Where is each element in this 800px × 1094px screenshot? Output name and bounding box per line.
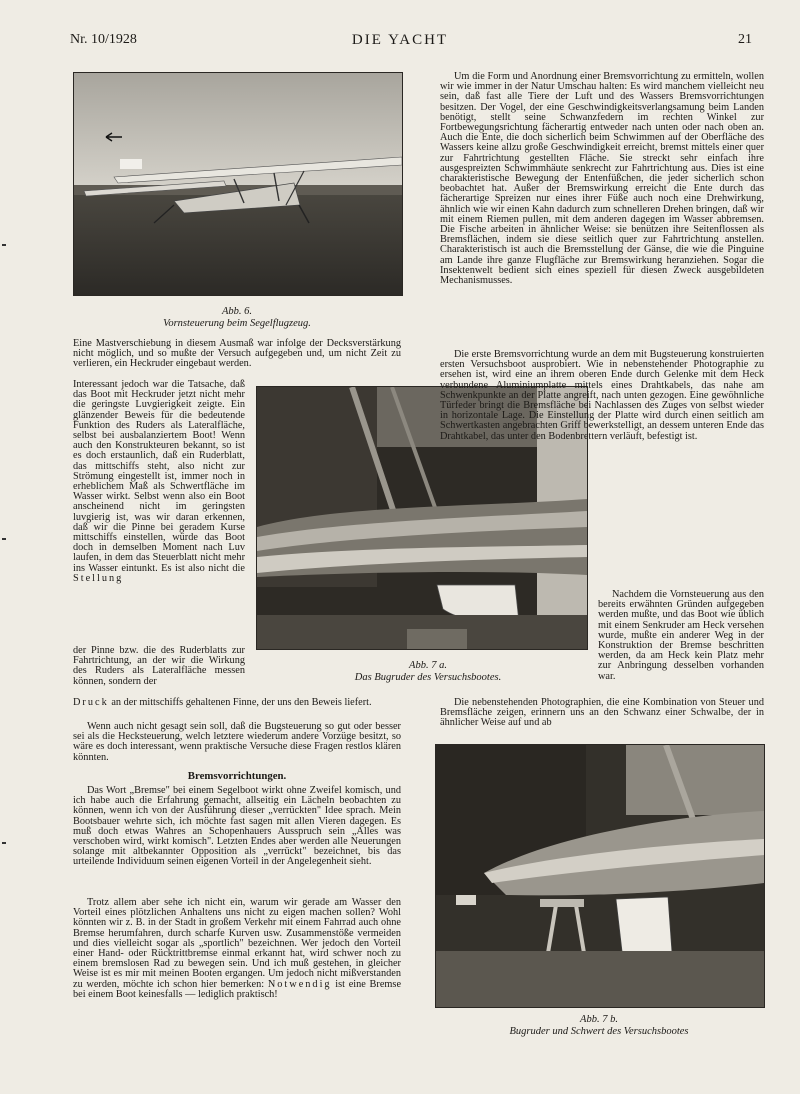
left-p5-text: Trotz allem aber sehe ich nicht ein, warum wir gerade am Wasser den Vorteil eines plötzlichen Anhaltens uns nicht zu eigen machen sollen? Wohl könnten wir z. B. in der Stadt in großem Verkehr mit einem Fahrrad auch ohne Bremse herumfahren, durch scharfe Kurven usw. Zusammenstöße vermeiden und dies vielleicht sogar als „sportlich" bezeichnen. Wer jedoch den Vorteil einer Hand- oder Rücktrittbremse einmal erkannt hat, wird schwer noch zu einem bremslosen Rad zu bewegen sein. Und ich muß gestehen, in gleicher Weise ist es mir mit meinen Booten ergangen. Um jedoch nicht mißverstanden zu werden, möchte ich schon hier bemerken: (73, 897, 401, 990)
right-p4-text: Die nebenstehenden Photographien, die eine Kombination von Steuer und Bremsfläche zeigen, erinnern uns an den Schwanz einer Schwalbe, der in ähnlicher Weise auf und ab (440, 697, 764, 729)
photo-rudder-centerboard (435, 744, 765, 1008)
rudder-centerboard-image (436, 745, 764, 1007)
right-p1-text: Um die Form und Anordnung einer Bremsvorrichtung zu ermitteln, wollen wir wie immer in der Natur Umschau halten: Es wird manchem vielleicht neu sein, daß fast alle Tiere der Luft und des Wassers Bremsvorrichtungen besitzen. Der Vogel, der eine Geschwindigkeitsverlangsamung beim Landen benötigt, stellt seine Schwanzfedern im rechten Winkel zur Fortbewegungsrichtung fächerartig entweder nach unten oder nach oben an. Auch die Ente, die doch sicherlich beim Schwimmen auf der Oberfläche des Wassers keine allzu große Geschwindigkeit erreicht, bremst mittels einer quer zur Fahrtrichtung gestellten Fläche. Sie streckt sehr einfach ihre ausgespreizten Schwimmhäute senkrecht zur Fahrtrichtung aus. Dies ist eine charakteristische Bewegung der Entenfüßchen, die jeder sicherlich schon beobachtet hat. Außer der Bremswirkung erreicht die Ente durch das fächerartige Spreizen nur eines ihrer Füße auch noch eine Drehwirkung, ähnlich wie wir einen Kahn dadurch zum schnelleren Drehen bringen, daß wir mit einem Riemen pullen, mit dem anderen dagegen im Wasser abbremsen. Die Fische arbeiten in ähnlicher Weise: sie benützen ihre Seitenflossen als Bremsflächen, indem sie diese seitlich quer zur Fahrtrichtung anstellen. Charakteristisch ist auch die Bremsstellung der Gänse, die wie die Pinguine am Lande ihre ganze Flugfläche zur Bremswirkung heranziehen. Sogar die Insektenwelt bedient sich eines speziell für diesen Zweck ausgebildeten Mechanismusses. (440, 71, 764, 287)
left-p2c-text: an der mittschiffs gehaltenen Finne, der uns den Beweis liefert. (111, 697, 372, 708)
left-paragraph-3 (73, 722, 401, 763)
left-paragraph-4 (73, 786, 401, 868)
section-title-brakes: Bremsvorrichtungen. (187, 770, 287, 782)
right-paragraph-3 (598, 590, 764, 682)
fig7a-caption: Das Bugruder des Versuchsbootes. (354, 672, 502, 683)
glider-image (74, 73, 402, 295)
photo-glider (73, 72, 403, 296)
right-p2-text: Die erste Bremsvorrichtung wurde an dem mit Bugsteuerung konstruierten ersten Versuchsboot ausprobiert. Wie in nebenstehender Photographie zu ersehen ist, wird eine an ihrem oberen Ende durch Gelenke mit dem Heck verbundene Aluminiumplatte mittels eines Drahtkabels, das nahe am Schwenkpunkte an der Platte angreift, nach unten gezogen. Eine gewöhnliche Türfeder bringt die Bremsfläche bei Nachlassen des Zuges von selbst wieder in horizontale Lage. Die Einstellung der Platte wird durch einen seitlich am Schwertkasten angebrachten Griff bewerkstelligt, an dessem unteren Ende das Drahtkabel, das unter den Bodenbrettern verläuft, befestigt ist. (440, 349, 764, 442)
right-p3-text: Nachdem die Vornsteuerung aus den bereits erwähnten Gründen aufgegeben werden mußte, und das Boot wie üblich mit einem Senkruder am Heck versehen wurde, mußte ein anderer Weg in der Konstruktion der Bremse beschritten werden, da am Heck kein Platz mehr zur Anbringung desselben vorhanden war. (598, 589, 764, 682)
fig6-label: Abb. 6. (221, 306, 253, 317)
left-p2b-text: der Pinne bzw. die des Ruderblatts zur Fahrtrichtung, an der wir die Wirkung des Ruders als Lateralfläche messen können, sondern der (73, 645, 245, 687)
magazine-title: DIE YACHT (351, 32, 449, 48)
left-p4-text: Das Wort „Bremse" bei einem Segelboot wirkt ohne Zweifel komisch, und ich habe auch die Erfahrung gemacht, allseitig ein Lächeln beobachten zu können, wenn ich von der Ausführung dieser „verrückten" Idee sprach. Mein Bootsbauer wehrte sich, ich möchte fast sagen mit allen Vieren dagegen. Es muß doch etwas Wahres an Schopenhauers Ausspruch sein „Alles was verschoben wird, wirkt komisch". Letzten Endes aber werden alle Neuerungen solange mit altbekannter Opposition als „verrückt" bezeichnet, bis das urteilende Individuum seinen eigenen Vorteil in der Angelegenheit sieht. (73, 785, 401, 868)
left-paragraph-1 (73, 339, 401, 370)
issue-number: Nr. 10/1928 (70, 32, 137, 47)
margin-mark (2, 538, 6, 540)
right-paragraph-2-intro (440, 350, 764, 442)
right-paragraph-4 (440, 698, 764, 729)
fig7b-caption: Bugruder und Schwert des Versuchsbootes (509, 1026, 689, 1037)
fig6-caption: Vornsteuerung beim Segelflugzeug. (163, 318, 311, 329)
fig7b-label: Abb. 7 b. (580, 1014, 618, 1025)
emphasis-notwendig: Notwendig (267, 978, 332, 990)
left-paragraph-2c (73, 698, 401, 708)
left-paragraph-5 (73, 898, 401, 1000)
page-number: 21 (738, 32, 752, 47)
emphasis-stellung: Stellung (73, 572, 124, 584)
emphasis-druck: Druck (73, 697, 109, 708)
right-paragraph-1 (440, 72, 764, 286)
left-p3-text: Wenn auch nicht gesagt sein soll, daß die Bugsteuerung so gut oder besser sei als die Hecksteuerung, welch letztere wiederum andere Vorzüge besitzt, so wäre es doch interessant, wenn praktische Versuche diese Fragen restlos klären könnten. (73, 721, 401, 763)
fig7a-label: Abb. 7 a. (409, 660, 447, 671)
margin-mark (2, 842, 6, 844)
left-paragraph-2b (73, 646, 245, 687)
margin-mark (2, 244, 6, 246)
left-paragraph-2 (73, 380, 245, 584)
left-p2-text: Interessant jedoch war die Tatsache, daß das Boot mit Heckruder jetzt nicht mehr die geringste Luvgierigkeit zeigte. Ein glänzender Beweis für die bedeutende Funktion des Ruders als Lateralfläche, selbst bei ausbalanziertem Boot! Wenn auch den Konstrukteuren bekannt, so ist es doch erstaunlich, daß ein Ruderblatt, das mittschiffs steht, also nicht zur Strömung eingestellt ist, immer noch in erheblichem Maß als Schwertfläche im Wasser wirkt. Selbst wenn also ein Boot anscheinend nicht im geringsten luvgierig ist, was wir daran erkennen, daß wir die Pinne bei geradem Kurse mittschiffs einstellen, würde das Boot doch in demselben Moment nach Luv laufen, in dem das Steuerblatt nicht mehr ins Wasser eintunkt. Es ist also nicht die (73, 379, 245, 574)
left-p5b-text: ist eine Bremse bei einem Boot keinesfalls — lediglich praktisch! (73, 978, 402, 1000)
left-p1-text: Eine Mastverschiebung in diesem Ausmaß war infolge der Decksverstärkung nicht möglich, und so mußte der Versuch aufgegeben und, um nicht Zeit zu verlieren, ein Heckruder eingebaut werden. (73, 338, 401, 370)
